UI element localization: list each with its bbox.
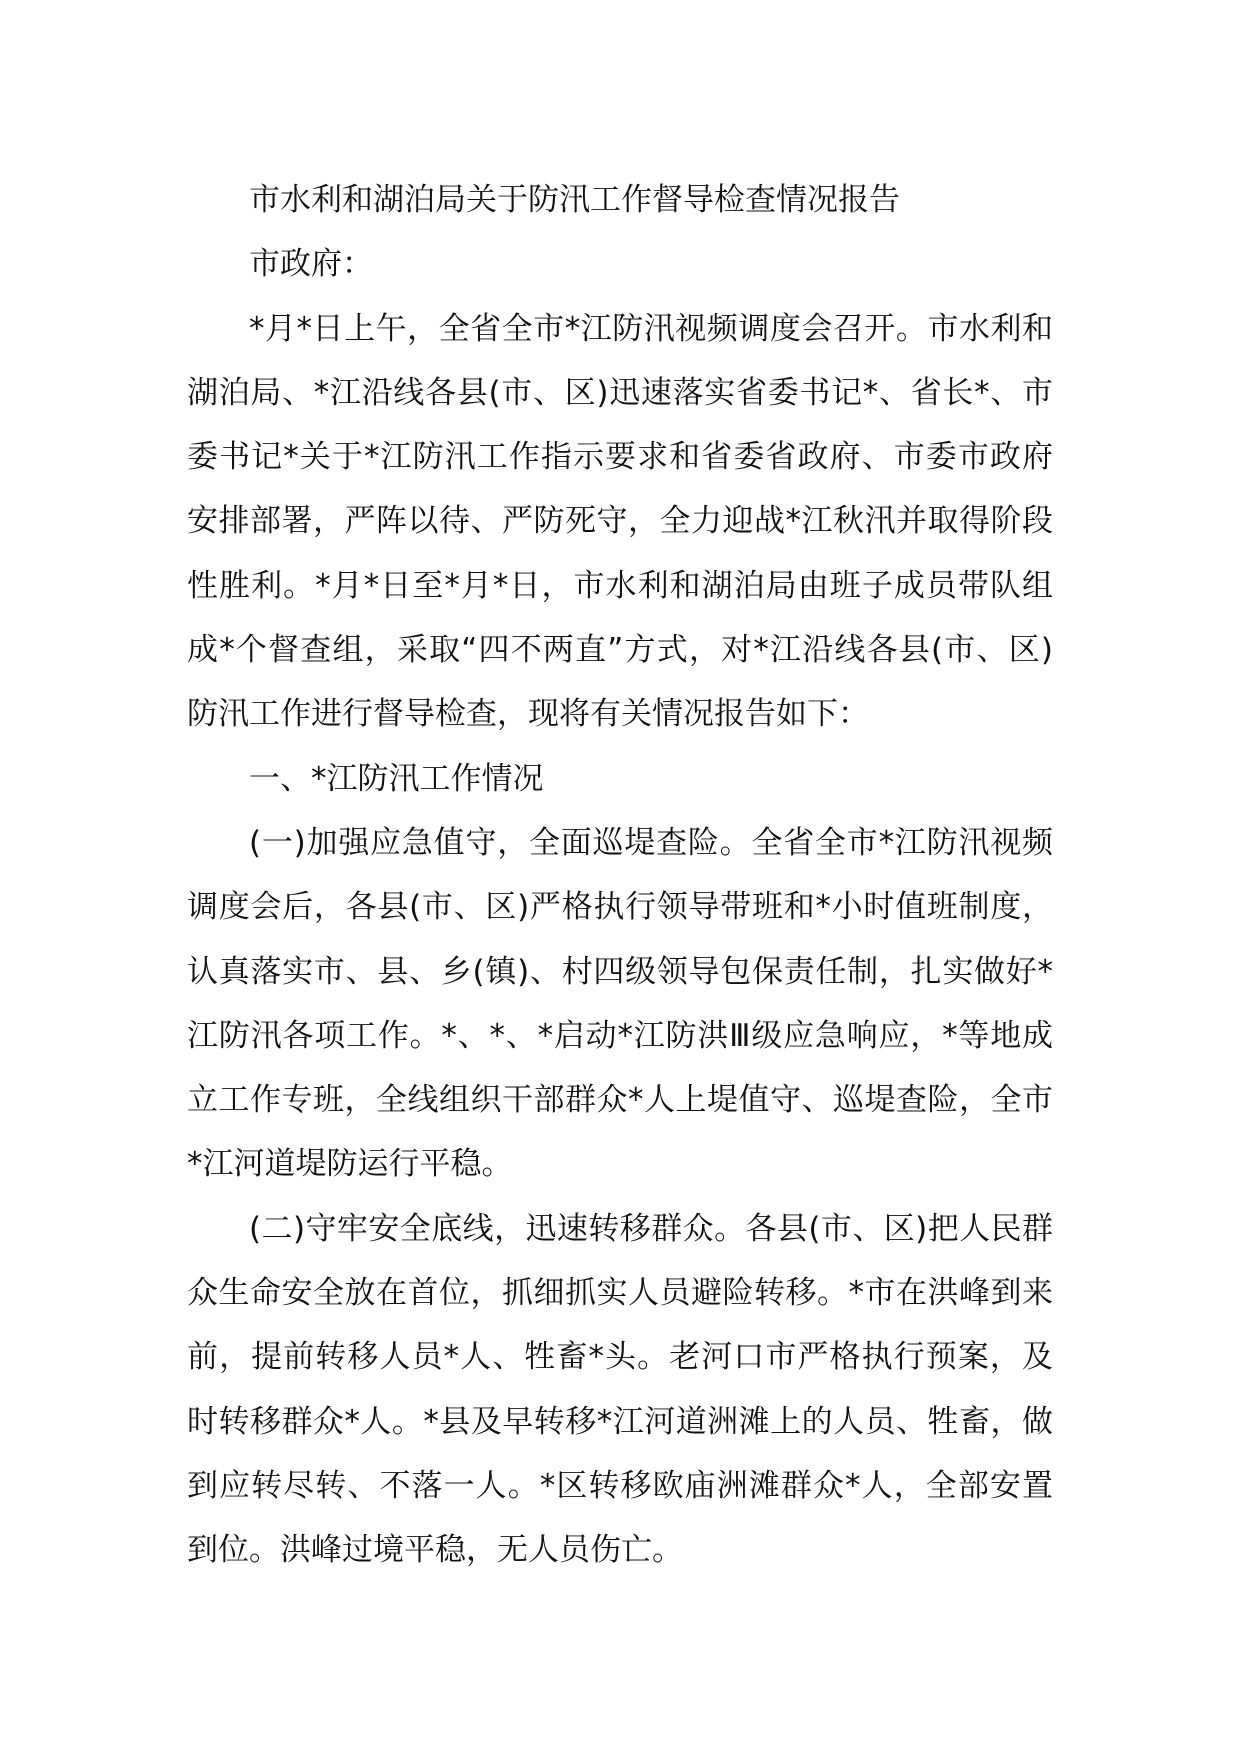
paragraph-line: 安排部署，严阵以待、严防死守，全力迎战*江秋汛并取得阶段: [187, 503, 1053, 540]
salutation: 市政府：: [249, 246, 373, 283]
paragraph-line: 众生命安全放在首位，抓细抓实人员避险转移。*市在洪峰到来: [187, 1275, 1053, 1312]
section-heading: 一、*江防汛工作情况: [249, 760, 544, 797]
paragraph-line: 时转移群众*人。*县及早转移*江河道洲滩上的人员、牲畜，做: [187, 1403, 1053, 1440]
paragraph-line: 成*个督查组，采取“四不两直”方式，对*江沿线各县(市、区): [187, 632, 1053, 669]
paragraph-line: *月*日上午，全省全市*江防汛视频调度会召开。市水利和: [249, 310, 1053, 347]
paragraph-line: 到位。洪峰过境平稳，无人员伤亡。: [187, 1532, 683, 1569]
paragraph-line: *江河道堤防运行平稳。: [187, 1146, 513, 1183]
paragraph-line: 江防汛各项工作。*、*、*启动*江防洪Ⅲ级应急响应，*等地成: [187, 1017, 1053, 1054]
paragraph-line: (二)守牢安全底线，迅速转移群众。各县(市、区)把人民群: [249, 1210, 1053, 1247]
paragraph-line: 立工作专班，全线组织干部群众*人上堤值守、巡堤查险，全市: [187, 1082, 1053, 1119]
paragraph-line: 到应转尽转、不落一人。*区转移欧庙洲滩群众*人，全部安置: [187, 1467, 1053, 1504]
item-one-paragraph: [187, 811, 1053, 1197]
paragraph-line: 防汛工作进行督导检查，现将有关情况报告如下：: [187, 696, 869, 733]
paragraph-line: 湖泊局、*江沿线各县(市、区)迅速落实省委书记*、省长*、市: [187, 374, 1053, 411]
item-two-paragraph: [187, 1197, 1053, 1583]
paragraph-line: 调度会后，各县(市、区)严格执行领导带班和*小时值班制度，: [187, 889, 1053, 926]
document-title: 市水利和湖泊局关于防汛工作督导检查情况报告: [249, 182, 900, 218]
paragraph-line: 前，提前转移人员*人、牲畜*头。老河口市严格执行预案，及: [187, 1339, 1053, 1376]
intro-paragraph: [187, 297, 1053, 747]
paragraph-line: 委书记*关于*江防汛工作指示要求和省委省政府、市委市政府: [187, 439, 1053, 476]
paragraph-line: 性胜利。*月*日至*月*日，市水利和湖泊局由班子成员带队组: [187, 567, 1053, 604]
paragraph-line: 认真落实市、县、乡(镇)、村四级领导包保责任制，扎实做好*: [187, 953, 1053, 990]
document-body: [187, 168, 1053, 1583]
paragraph-line: (一)加强应急值守，全面巡堤查险。全省全市*江防汛视频: [249, 824, 1053, 861]
